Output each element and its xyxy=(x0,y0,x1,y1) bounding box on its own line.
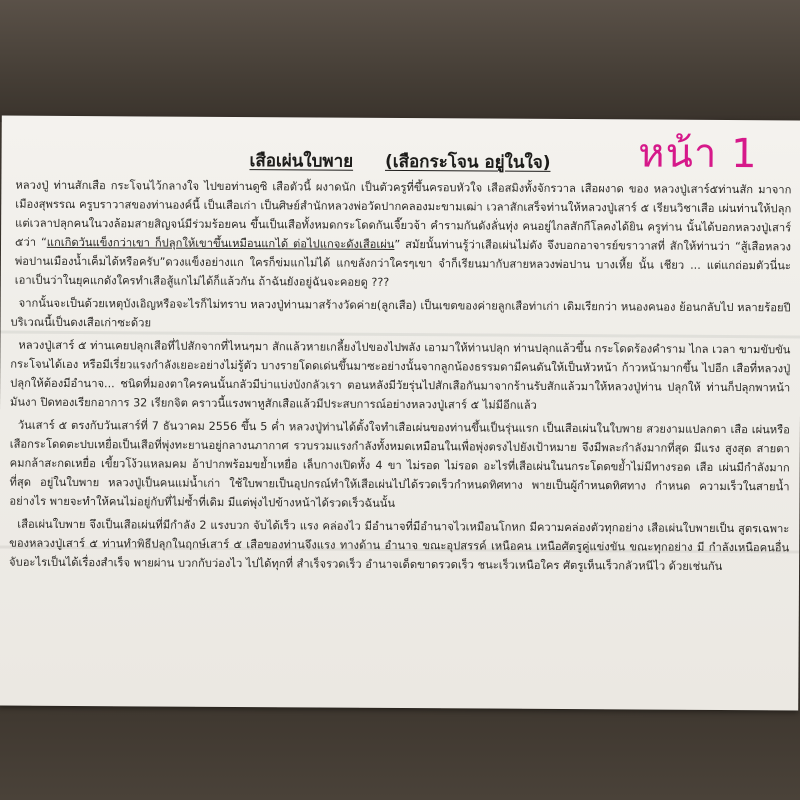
title-main: เสือเผ่นใบพาย xyxy=(249,151,354,172)
page-number-label: หน้า 1 xyxy=(638,130,758,178)
title-subtitle: (เสือกระโจน อยู่ในใจ) xyxy=(384,151,551,173)
paragraph: เสือเผ่นใบพาย จึงเป็นเสือเผ่นที่มีกำลัง 2 แรงบวก จับได้เร็ว แรง คล่องไว มีอำนาจที่มีอำนาจไวเหมือนโกหก มีความคล่องตัวทุกอย่าง เสือเผ่นใบพายเป็น สูตรเฉพาะของหลวงปู่เสาร์ ๕ ท่านทำพิธีปลุกในฤกษ์เสาร์ ๕ เสือของท่านจึงแรง ทางด้าน อำนาจ ขณะอุปสรรค์ เหนือคน เหนือศัตรูคู่แข่งขัน ขณะทุกอย่าง มี กำลังเหนือคนอื่น จับอะไรเป็นได้เรื่องสำเร็จ พายผ่าน บวกกับว่องไว ไปได้ทุกที่ สำเร็จรวดเร็ว อำนาจเด็ดขาดรวดเร็ว ชนะเร็วเหนือใคร ศัตรูเห็นเร็วกลัวหนีไว ด้วยเช่นกัน xyxy=(9,517,790,573)
paragraph-text: หลวงปู่ ท่านสักเสือ กระโจนไว้กลางใจ ไปขอท่านดูซิ เสือตัวนี้ ผงาดนัก เป็นตัวครูที่ขึ้นครอบหัวใจ เสือสมิงทั้งจักรวาล เสือผงาด ของ หลวงปู่เสาร์๕ท่านสัก มาจากเมืองสุพรรณ ครูบราวาสของท่านองค์นี้ เป็นเสือเก่า เป็นศิษย์สำนักหลวงพ่อวัดปากคลองมะขามเฒ่า เวลาสักเสร็จท่านให้หลวงปู่เสาร์ ๕ เรียนวิชาเสือ เผ่นท่านให้ปลุกแต่เวลาปลุกคนในวงล้อมสายสิญจน์มีร่วมร้อยคน ขึ้นเป็นเสือทั้งหมดกระโดดกันเจี๊ยวจ้า คำรามกันดังลั่นทุ่ง คนอยู่ไกลสักกีโลคงได้ยิน ครูท่าน นั้นได้บอกหลวงปู่เสาร์ ๕ว่า xyxy=(14,178,792,249)
underlined-quote: แกเกิดวันแข็งกว่าเขา ก็ปลุกให้เขาขึ้นเหมือนแกได้ ต่อไปแกจะดังเสือเผ่น xyxy=(46,235,395,251)
paragraph-text: สมัยนั้นท่านรู้ว่าเสือเผ่นไม่ดัง จึงบอกอาจารย์ขราวาสที่ สักให้ท่านว่า “สู้เสือหลวงพ่อปานเมืองน้ำเค็มได้หรือครับ”ดวงแข็งอย่างแก ใครก็ข่มแกไม่ได้ แกขลังกว่าใครๆเขา จำก็เรียนมากับสายหลวงพ่อปาน บางเหี้ย นั้น เชียว ... แต่แกถ่อมตัวนี่นะ เอาเป็นว่าในยุคแกดังใครทำเสือสู้แกไม่ได้ก็แล้วกัน ถ้าฉันยังอยู่ฉันจะคอยดู ??? xyxy=(14,238,792,289)
background-surface-bottom xyxy=(0,700,800,800)
background-surface-top xyxy=(0,0,800,122)
paragraph: หลวงปู่เสาร์ ๕ ท่านเคยปลุกเสือที่ไปสักจากที่ไหนๆมา สักแล้วหายเกลี้ยงไปของไปพลัง เอามาให้ท่านปลุก ท่านปลุกแล้วขึ้น กระโดดร้องคำราม ไกล เวลา ขามขับขันกระโจนได้เอง หรือมีเรี่ยวแรงกำลังเยอะอย่างไม่รู้ตัว บางรายโดดเด่นขึ้นมาซะอย่างนั้นจากลูกน้องธรรมดามีคนดันให้เป็นหัวหน้า ก้าวหน้ามากขึ้น ไปอีก เสือที่หลวงปู่ปลุกให้ต้องมีอำนาจ... ชนิดที่มองตาใครคนนั้นกลัวมีบ่าแบ่งบังกลัวเรา ตอนหลังมีวัยรุ่นไปสักเสือกันมาจากร้านรับสักแล้วมาให้หลวงปู่ท่าน ปลุกให้ ท่านก็ปลุกพาหน้ามันงา ปิดทองเรียกอาการ 32 เรียกจิต คราวนี้แรงพาหูสักเสือแล้วมีประสบการณ์อย่างหลวงปู่เสาร์ ๕ ไม่มีอีกแล้ว xyxy=(10,338,791,412)
paragraph: จากนั้นจะเป็นด้วยเหตุบังเอิญหรือจะไรก็ไม่ทราบ หลวงปู่ท่านมาสร้างวัดค่าย(ลูกเสือ) เป็นเขตของค่ายลูกเสือท่าเก่า เดิมเรียกว่า หนองคนอง ย้อนกลับไป หลายร้อยปีบริเวณนี้เป็นดงเสือเก่าซะด้วย xyxy=(10,296,791,330)
document-title xyxy=(249,147,550,176)
document-body xyxy=(9,176,791,581)
document-page xyxy=(0,116,800,711)
paragraph: หลวงปู่ ท่านสักเสือ กระโจนไว้กลางใจ ไปขอท่านดูซิ เสือตัวนี้ ผงาดนัก เป็นตัวครูที่ขึ้นครอบหัวใจ เสือสมิงทั้งจักรวาล เสือผงาด ของ หลวงปู่เสาร์๕ท่านสัก มาจากเมืองสุพรรณ ครูบราวาสของท่านองค์นี้ เป็นเสือเก่า เป็นศิษย์สำนักหลวงพ่อวัดปากคลองมะขามเฒ่า เวลาสักเสร็จท่านให้หลวงปู่เสาร์ ๕ เรียนวิชาเสือ เผ่นท่านให้ปลุกแต่เวลาปลุกคนในวงล้อมสายสิญจน์มีร่วมร้อยคน ขึ้นเป็นเสือทั้งหมดกระโดดกันเจี๊ยวจ้า คำรามกันดังลั่นทุ่ง คนอยู่ไกลสักกีโลคงได้ยิน ครูท่าน นั้นได้บอกหลวงปู่เสาร์ ๕ว่า “แกเกิดวันแข็งกว่าเขา ก็ปลุกให้เขาขึ้นเหมือนแกได้ ต่อไปแกจะดังเสือเผ่น” สมัยนั้นท่านรู้ว่าเสือเผ่นไม่ดัง จึงบอกอาจารย์ขราวาสที่ สักให้ท่านว่า “สู้เสือหลวงพ่อปานเมืองน้ำเค็มได้หรือครับ”ดวงแข็งอย่างแก ใครก็ข่มแกไม่ได้ แกขลังกว่าใครๆเขา จำก็เรียนมากับสายหลวงพ่อปาน บางเหี้ย นั้น เชียว ... แต่แกถ่อมตัวนี่นะ เอาเป็นว่าในยุคแกดังใครทำเสือสู้แกไม่ได้ก็แล้วกัน ถ้าฉันยังอยู่ฉันจะคอยดู ??? xyxy=(14,178,792,289)
paragraph: วันเสาร์ ๕ ตรงกับวันเสาร์ที่ 7 ธันวาคม 2556 ขึ้น 5 ค่ำ หลวงปู่ท่านได้ตั้งใจทำเสือเผ่นของท่านขึ้นเป็นรุ่นแรก เป็นเสือเผ่นในใบพาย สวยงามแปลกตา เสือ เผ่นหรือเสือกระโดดตะปบเหยื่อเป็นเสือที่พุ่งทะยานอยู่กลางนภากาศ รวบรวมแรงกำลังทั้งหมดเหมือนในเพื่อพุ่งตรงไปยังเป้าหมาย จึงมีพละกำลังมากที่สุด มีแรง สูงสุด สายตาคมกล้าสะกดเหยื่อ เขี้ยวโง้วแหลมคม อ้าปากพร้อมขย้ำเหยื่อ เล็บกางเปิดทั้ง 4 ขา ไม่รอด ไม่รอด อะไรที่เสือเผ่นในนกระโดดขย้ำไม่มีทางรอด เสือ เผ่นมีกำลังมากที่สุด อยู่ในใบพาย หลวงปู่เป็นคนแม่น้ำเก่า ใช้ใบพายเป็นอุปกรณ์ทำให้เสือเผ่นไปได้รวดเร็วกำหนดทิศทาง พายเป็นผู้กำหนดทิศทาง กำหนด ความเร็วในสายน้ำอย่างไร พายจะทำให้คนไม่อยู่กับที่ไม่ซ้ำที่เดิม มีแต่พุ่งไปข้างหน้าได้รวดเร็วฉันนั้น xyxy=(9,418,790,510)
